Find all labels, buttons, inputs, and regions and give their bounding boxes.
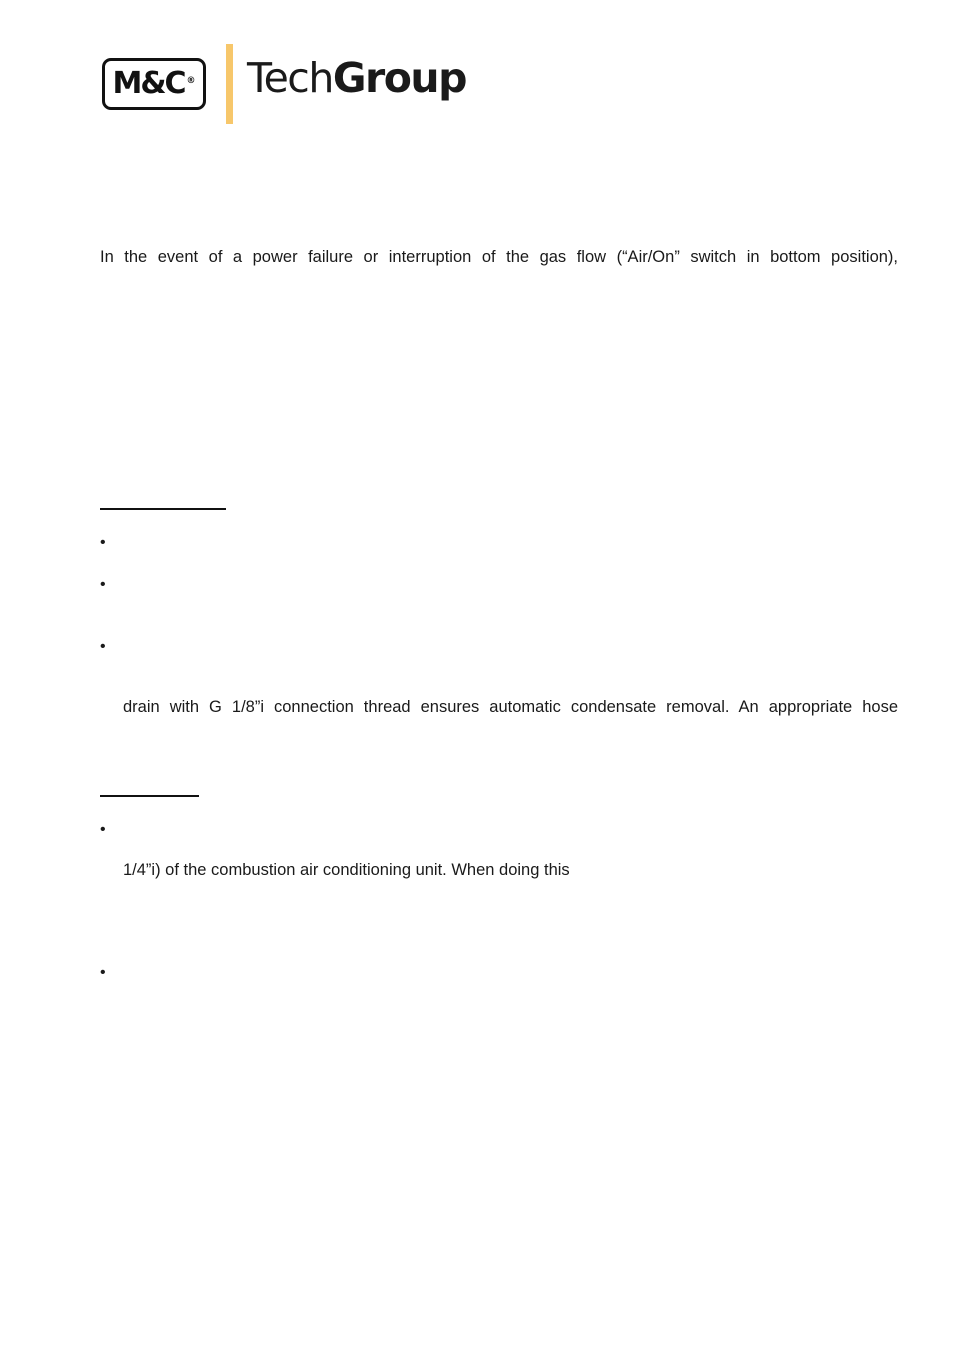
list-bullet: • [100, 821, 106, 838]
list-bullet: • [100, 638, 106, 655]
list-bullet: • [100, 964, 106, 981]
registered-mark: ® [186, 76, 196, 86]
section-heading-underline [100, 795, 199, 797]
list-bullet: • [100, 576, 106, 593]
mc-logo-mark: M&C ® [112, 66, 196, 101]
mc-logo-badge [102, 58, 206, 110]
paragraph-power-failure: In the event of a power failure or interruption of the gas flow (“Air/On” switch in bottom position), [100, 248, 898, 266]
wordmark-tech: Tech [247, 54, 333, 102]
list-item-continuation: 1/4”i) of the combustion air conditioning unit. When doing this [123, 861, 570, 879]
section-heading-underline [100, 508, 226, 510]
list-item-continuation: drain with G 1/8”i connection thread ensures automatic condensate removal. An appropriate hose [123, 698, 898, 716]
wordmark-group: Group [332, 54, 466, 102]
list-bullet: • [100, 534, 106, 551]
techgroup-wordmark [247, 54, 466, 102]
logo-divider [226, 44, 233, 124]
